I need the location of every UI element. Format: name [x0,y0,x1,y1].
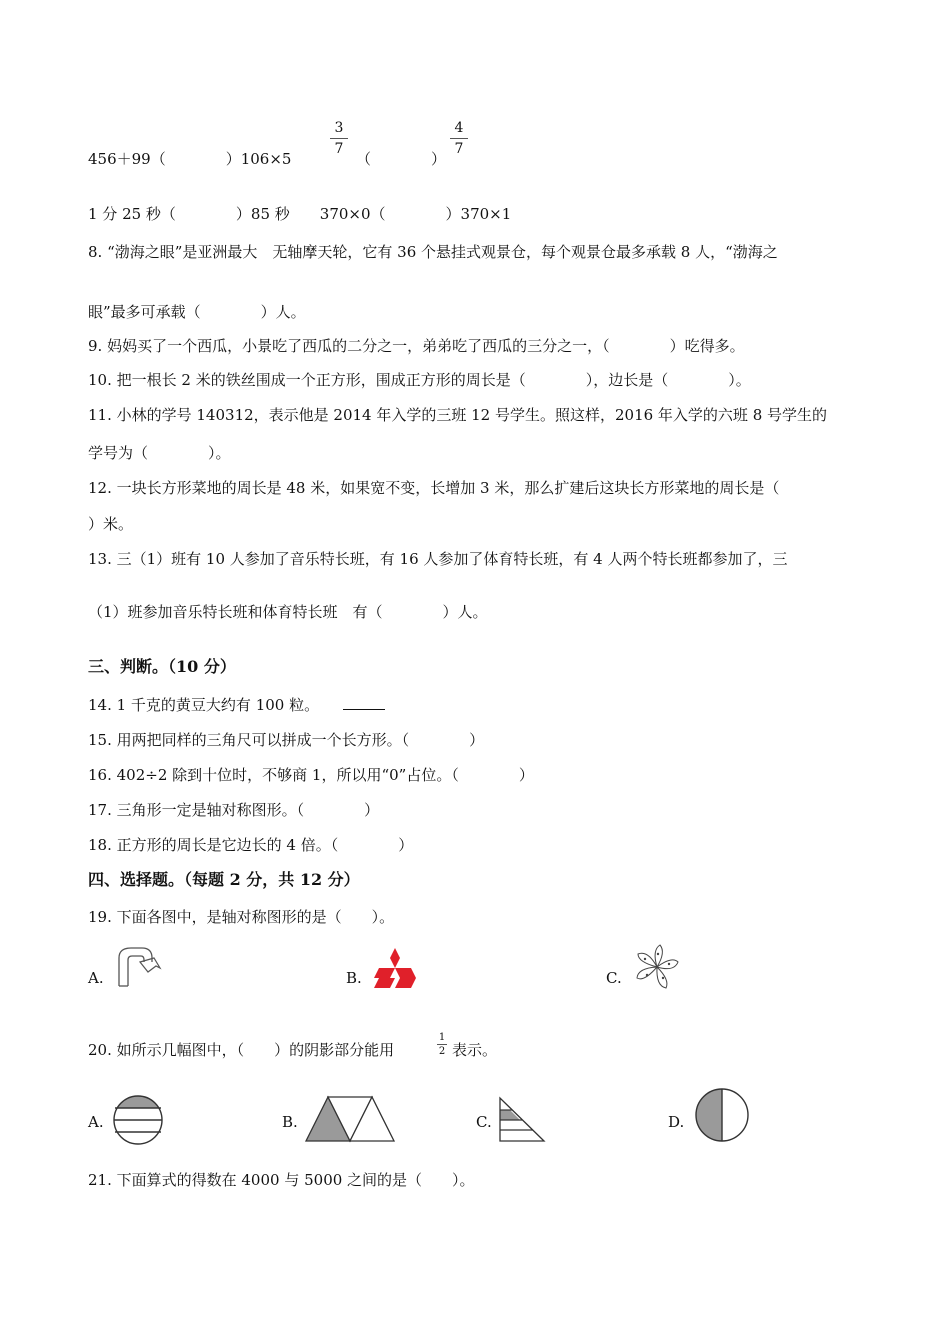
q20-option-a-label: A. [88,1113,104,1131]
question-19: 19. 下面各图中，是轴对称图形的是（ ）。 [88,908,395,926]
answer-blank[interactable] [343,695,385,710]
question-20-text: 20. 如所示几幅图中，（ ）的阴影部分能用 [88,1041,395,1059]
question-16: 16. 402÷2 除到十位时，不够商 1，所以用“0”占位。（ ） [88,766,534,784]
q19-figure-a-arrow-icon [114,944,164,988]
question-9: 9. 妈妈买了一个西瓜，小景吃了西瓜的二分之一，弟弟吃了西瓜的三分之一，（ ）吃得多。 [88,337,745,355]
compare-row1-a: 456＋99（ ）106×5 [88,150,292,168]
q20-option-b-label: B. [282,1113,298,1131]
fraction-numerator: 4 [454,120,464,136]
question-12-line1: 12. 一块长方形菜地的周长是 48 米，如果宽不变，长增加 3 米，那么扩建后这块长方形菜地的周长是（ [88,479,780,497]
compare-row1-b: （ ） [356,150,447,168]
q20-option-c-label: C. [476,1113,492,1131]
q20-option-d-label: D. [668,1113,685,1131]
fraction-denominator: 2 [438,1046,446,1057]
question-20-text-end: 表示。 [452,1041,498,1059]
question-11-line2: 学号为（ ）。 [88,444,231,462]
q19-figure-c-flower-icon [632,942,682,992]
question-8-line2: 眼”最多可承载（ ）人。 [88,303,306,321]
q19-option-c-label: C. [606,969,622,987]
fraction-denominator: 7 [334,141,344,157]
question-12-line2: ）米。 [88,515,134,533]
q20-figure-a-circle-icon [112,1094,164,1146]
question-15: 15. 用两把同样的三角尺可以拼成一个长方形。（ ） [88,731,485,749]
section-3-title: 三、判断。（10 分） [88,657,236,676]
question-8-line1: 8. “渤海之眼”是亚洲最大 无轴摩天轮，它有 36 个悬挂式观景仓，每个观景仓最多承载 8 人，“渤海之 [88,243,778,261]
fraction-numerator: 3 [334,120,344,136]
question-10: 10. 把一根长 2 米的铁丝围成一个正方形，围成正方形的周长是（ ），边长是（ ）。 [88,371,751,389]
q19-option-a-label: A. [88,969,104,987]
section-4-title: 四、选择题。（每题 2 分，共 12 分） [88,870,360,889]
question-18: 18. 正方形的周长是它边长的 4 倍。（ ） [88,836,414,854]
question-13-line1: 13. 三（1）班有 10 人参加了音乐特长班，有 16 人参加了体育特长班，有 4 人两个特长班都参加了，三 [88,550,788,568]
fraction-numerator: 1 [438,1032,446,1043]
question-11-line1: 11. 小林的学号 140312，表示他是 2014 年入学的三班 12 号学生。照这样，2016 年入学的六班 8 号学生的 [88,406,828,424]
question-21: 21. 下面算式的得数在 4000 与 5000 之间的是（ ）。 [88,1171,475,1189]
question-13-line2: （1）班参加音乐特长班和体育特长班 有（ ）人。 [88,603,488,621]
q19-option-b-label: B. [346,969,362,987]
fraction-1-2 [437,1032,447,1057]
question-17: 17. 三角形一定是轴对称图形。（ ） [88,801,380,819]
compare-row2: 1 分 25 秒（ ）85 秒 370×0（ ）370×1 [88,205,512,223]
fraction-3-7 [330,120,348,157]
fraction-4-7 [450,120,468,157]
question-14-text: 14. 1 千克的黄豆大约有 100 粒。 [88,696,320,714]
q20-figure-d-half-circle-icon [694,1086,750,1144]
q19-figure-b-diamonds-icon [372,946,418,990]
q20-figure-b-triangles-icon [304,1094,396,1144]
fraction-denominator: 7 [454,141,464,157]
question-14 [88,695,385,715]
q20-figure-c-triangle-icon [498,1096,548,1144]
